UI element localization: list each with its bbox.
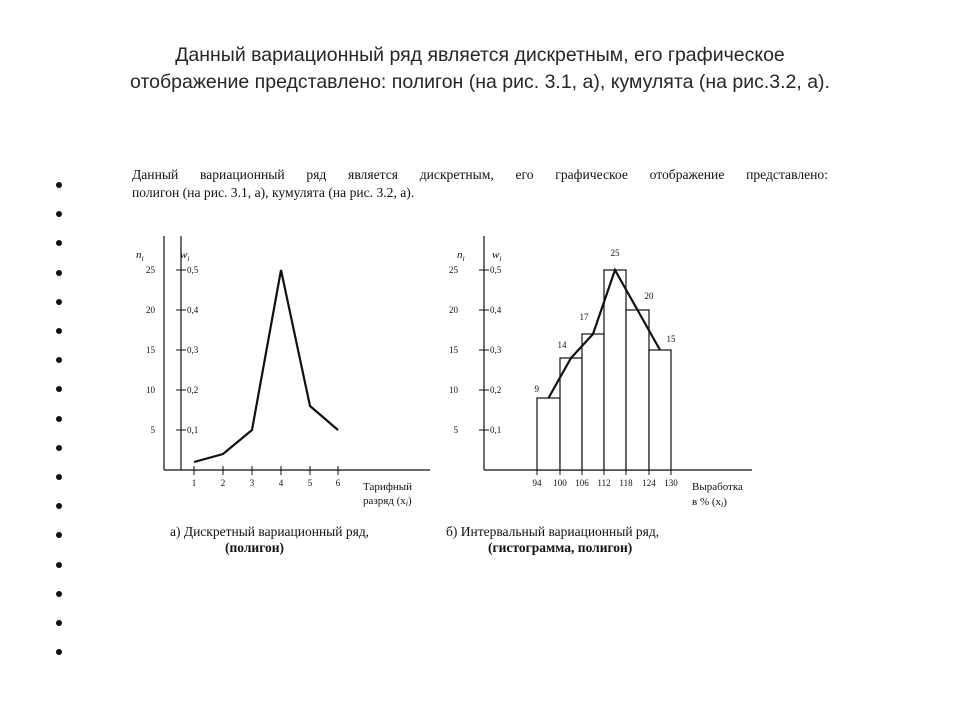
- chart-a-y-tick-label-n: 15: [146, 345, 155, 355]
- chart-a-x-tick-label: 1: [191, 478, 197, 488]
- chart-b-bar: [604, 270, 626, 470]
- figure-caption-line-2: полигон (на рис. 3.1, а), кумулята (на рис. 3.2, а).: [132, 185, 415, 200]
- chart-b-bar: [649, 350, 671, 470]
- chart-a-ylabel-n: $n_i$: [136, 249, 144, 263]
- chart-a-y-tick-label-n: 25: [146, 265, 155, 275]
- chart-a-y-tick-label-w: 0,3: [187, 345, 199, 355]
- chart-b-ylabel-n: $n_i$: [457, 249, 465, 263]
- chart-b-y-tick-label-n: 5: [453, 425, 458, 435]
- chart-b-bar: [560, 358, 582, 470]
- chart-a-x-tick-label: 2: [220, 478, 226, 488]
- chart-a-caption-line-1: а) Дискретный вариационный ряд,: [170, 524, 370, 539]
- figure-caption-line-1: Данный вариационный ряд является дискретным, его графическое отображение представлено:: [132, 167, 828, 182]
- chart-b-y-tick-label-w: 0,4: [490, 305, 502, 315]
- chart-b-x-tick-label: 124: [642, 478, 656, 488]
- chart-b-value-label: 9: [534, 384, 539, 394]
- chart-b-bar: [537, 398, 560, 470]
- chart-b-xlabel-line-2: в % (xi): [692, 496, 727, 509]
- chart-a-xlabel-line-2: разряд (xi): [363, 495, 412, 508]
- chart-a-xlabel-line-1: Тарифный: [363, 481, 413, 493]
- chart-b-y-tick-label-n: 10: [449, 385, 458, 395]
- chart-a-y-tick-label-w: 0,5: [187, 265, 199, 275]
- chart-b-x-tick-label: 100: [553, 478, 567, 488]
- chart-b-x-tick-label: 130: [664, 478, 678, 488]
- chart-b-y-tick-label-n: 15: [449, 345, 458, 355]
- chart-a-x-tick-label: 5: [307, 478, 313, 488]
- chart-b-caption: [446, 524, 726, 556]
- chart-b-caption-line-2: (гистограмма, полигон): [488, 540, 633, 555]
- chart-a-y-tick-label-w: 0,1: [187, 425, 199, 435]
- chart-a-caption-line-2: (полигон): [225, 540, 285, 555]
- chart-a-caption: [170, 524, 420, 556]
- chart-b-y-tick-label-n: 20: [449, 305, 458, 315]
- chart-b-y-tick-label-w: 0,5: [490, 265, 502, 275]
- chart-b-bar: [626, 310, 649, 470]
- chart-b-x-tick-label: 112: [597, 478, 611, 488]
- chart-a-y-tick-label-n: 5: [150, 425, 155, 435]
- chart-a-x-tick-label: 3: [249, 478, 255, 488]
- chart-b-y-tick-label-w: 0,1: [490, 425, 502, 435]
- chart-b-value-label: 17: [579, 312, 589, 322]
- chart-b-value-label: 14: [557, 340, 567, 350]
- slide-title-line-1: Данный вариационный ряд является дискретным, его графическое: [175, 44, 785, 66]
- chart-b-x-tick-label: 106: [575, 478, 589, 488]
- slide-title-line-2: отображение представлено: полигон (на рис. 3.1, а), кумулята (на рис.3.2, а).: [130, 71, 830, 93]
- chart-a-y-tick-label-n: 20: [146, 305, 155, 315]
- chart-b-y-tick-label-n: 25: [449, 265, 458, 275]
- chart-a-polygon-line: [194, 270, 338, 462]
- chart-b-y-tick-label-w: 0,3: [490, 345, 502, 355]
- chart-a-ylabel-w: $w_i$: [180, 249, 190, 263]
- chart-b-ylabel-w: $w_i$: [492, 249, 502, 263]
- chart-a-y-tick-label-w: 0,4: [187, 305, 199, 315]
- chart-b-value-label: 15: [666, 334, 676, 344]
- chart-b-bar: [582, 334, 604, 470]
- chart-b-xlabel-line-1: Выработка: [692, 481, 743, 493]
- chart-a-y-tick-label-w: 0,2: [187, 385, 199, 395]
- chart-b-y-tick-label-w: 0,2: [490, 385, 502, 395]
- chart-b-value-label: 25: [610, 248, 620, 258]
- chart-a-y-tick-label-n: 10: [146, 385, 155, 395]
- chart-b-value-label: 20: [644, 291, 654, 301]
- chart-b-x-tick-label: 94: [532, 478, 542, 488]
- chart-a-x-tick-label: 6: [335, 478, 341, 488]
- chart-b-x-tick-label: 118: [619, 478, 633, 488]
- chart-b-caption-line-1: б) Интервальный вариационный ряд,: [446, 524, 660, 539]
- chart-a-x-tick-label: 4: [278, 478, 284, 488]
